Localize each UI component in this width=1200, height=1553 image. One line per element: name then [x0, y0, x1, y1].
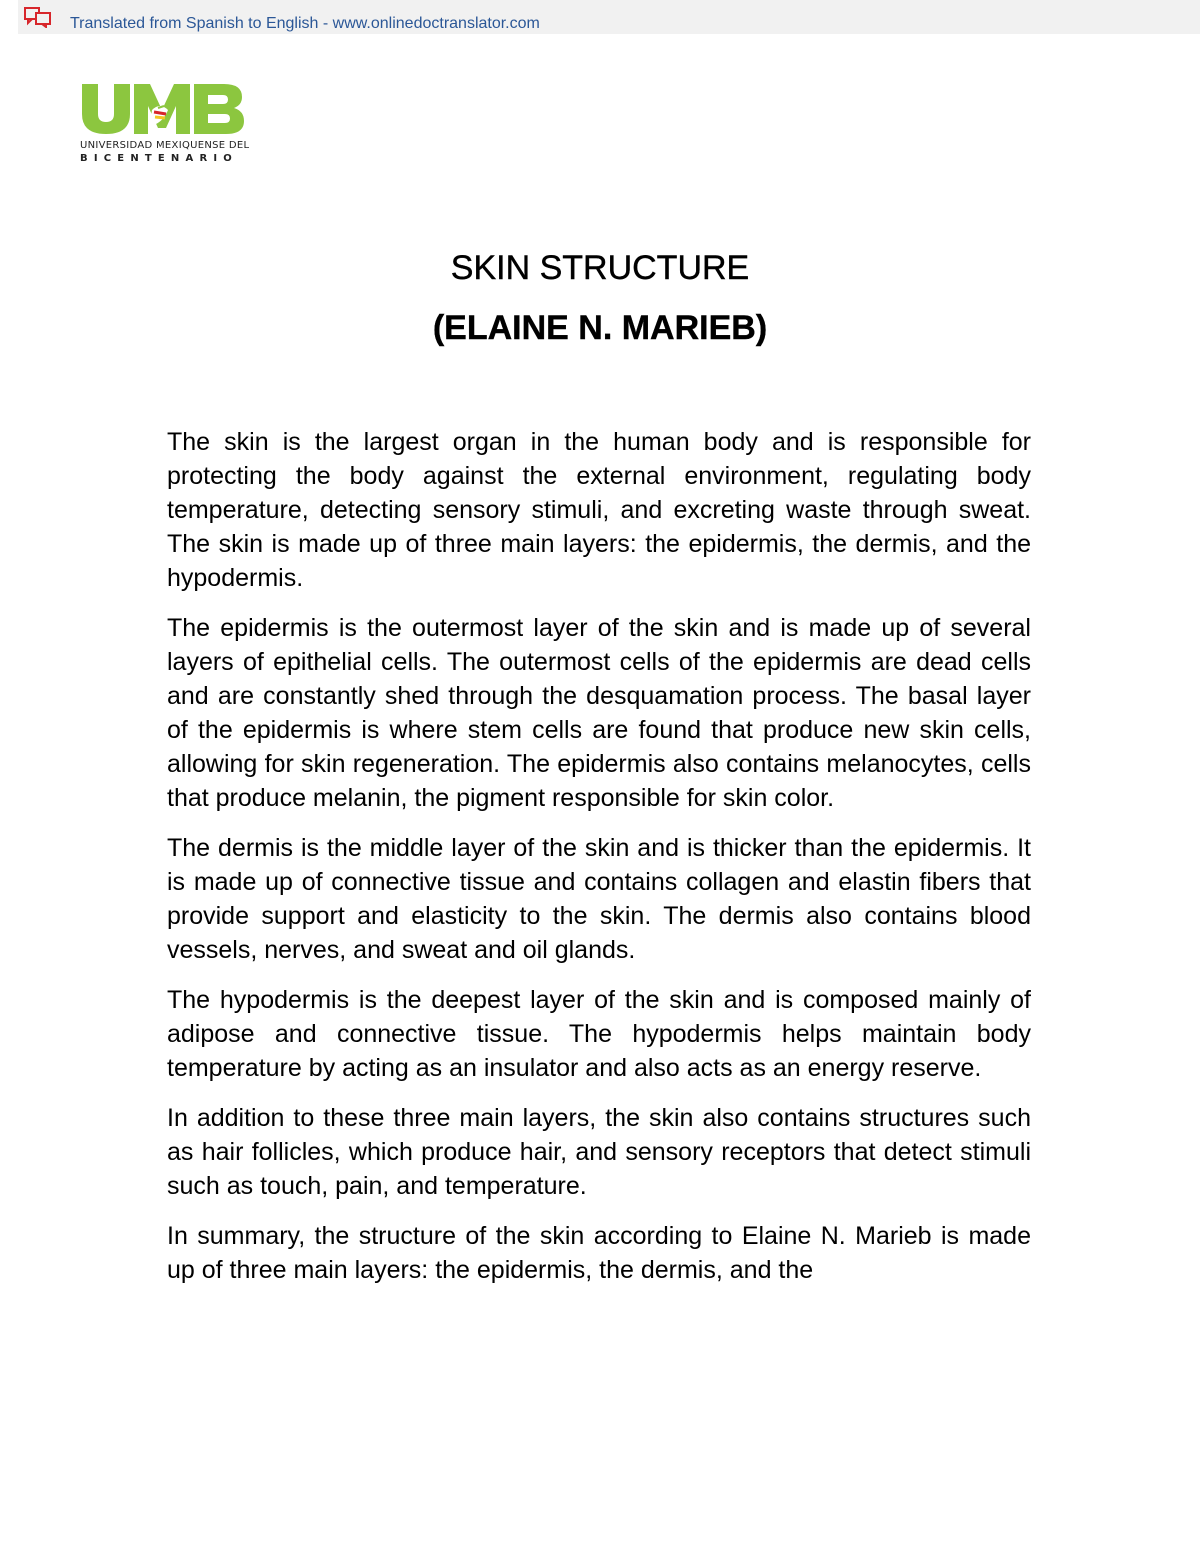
title-block [0, 246, 1200, 350]
translation-banner-link[interactable]: Translated from Spanish to English - www.onlinedoctranslator.com [70, 15, 540, 32]
document-body [167, 425, 1031, 1303]
paragraph: In summary, the structure of the skin according to Elaine N. Marieb is made up of three main layers: the epidermis, the dermis, and the [167, 1222, 1031, 1284]
document-title: SKIN STRUCTURE [450, 249, 750, 287]
logo-bicentenario: BICENTENARIO [80, 153, 238, 164]
document-subtitle: (ELAINE N. MARIEB) [432, 309, 768, 347]
paragraph: The hypodermis is the deepest layer of the skin and is composed mainly of adipose and connective tissue. The hypodermis helps maintain body temperature by acting as an insulator and also acts as an energy reserve. [167, 986, 1031, 1082]
translation-banner [18, 0, 1200, 34]
logo-university-name: UNIVERSIDAD MEXIQUENSE DEL [80, 140, 250, 151]
paragraph: The dermis is the middle layer of the skin and is thicker than the epidermis. It is made up of connective tissue and contains collagen and elastin fibers that provide support and elasticity to the skin. The dermis also contains blood vessels, nerves, and sweat and oil glands. [167, 834, 1031, 964]
university-logo [80, 80, 250, 166]
translate-icon [24, 6, 52, 28]
paragraph: The skin is the largest organ in the human body and is responsible for protecting the body against the external environment, regulating body temperature, detecting sensory stimuli, and excreting waste through sweat. The skin is made up of three main layers: the epidermis, the dermis, and the hypodermis. [167, 428, 1031, 592]
paragraph: The epidermis is the outermost layer of the skin and is made up of several layers of epithelial cells. The outermost cells of the epidermis are dead cells and are constantly shed through the desquamation process. The basal layer of the epidermis is where stem cells are found that produce new skin cells, allowing for skin regeneration. The epidermis also contains melanocytes, cells that produce melanin, the pigment responsible for skin color. [167, 614, 1031, 812]
paragraph: In addition to these three main layers, the skin also contains structures such as hair follicles, which produce hair, and sensory receptors that detect stimuli such as touch, pain, and temperature. [167, 1104, 1031, 1200]
umb-wordmark-logo [80, 80, 246, 136]
